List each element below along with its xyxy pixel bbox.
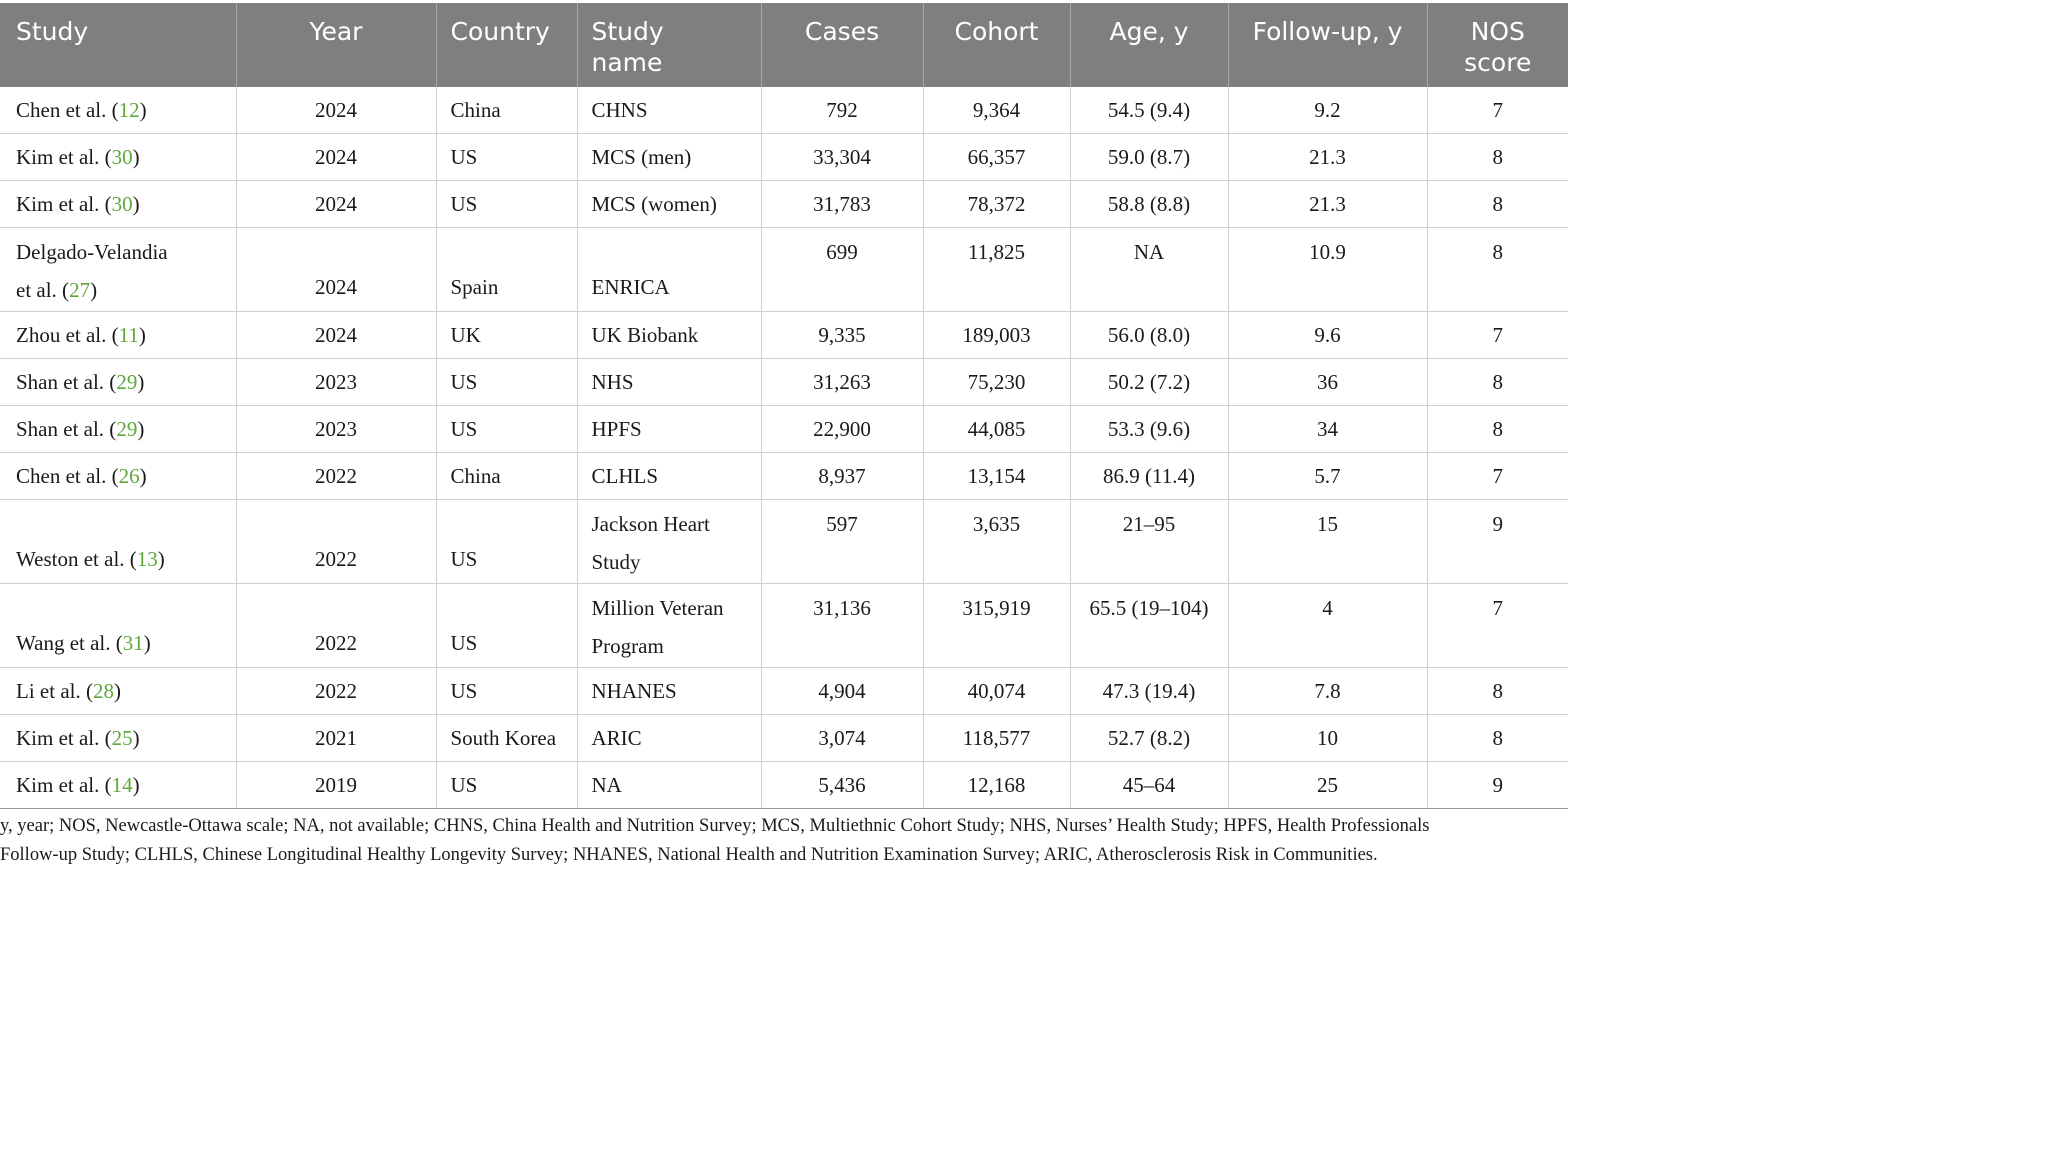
header-cases: Cases — [761, 3, 923, 87]
reference-link[interactable]: 11 — [118, 323, 139, 347]
header-year: Year — [236, 3, 436, 87]
cell-age: 50.2 (7.2) — [1070, 359, 1228, 406]
cell-nos-score: 8 — [1427, 406, 1568, 453]
cell-cases: 31,263 — [761, 359, 923, 406]
cell-age: 52.7 (8.2) — [1070, 715, 1228, 762]
cell-nos-score: 7 — [1427, 584, 1568, 668]
reference-link[interactable]: 31 — [122, 631, 144, 655]
cell-study: Kim et al. (30) — [0, 181, 236, 228]
cell-cohort: 9,364 — [923, 87, 1070, 134]
table-row — [0, 584, 1568, 668]
cell-cases: 792 — [761, 87, 923, 134]
cell-study-name: Million Veteran Program — [577, 584, 761, 668]
cell-age: 65.5 (19–104) — [1070, 584, 1228, 668]
cell-cases: 9,335 — [761, 312, 923, 359]
cell-study-name: ARIC — [577, 715, 761, 762]
cell-year: 2023 — [236, 406, 436, 453]
reference-link[interactable]: 29 — [116, 370, 138, 394]
cell-age: 59.0 (8.7) — [1070, 134, 1228, 181]
cell-study-name: NHANES — [577, 668, 761, 715]
cell-study-name: CHNS — [577, 87, 761, 134]
cell-country: China — [436, 87, 577, 134]
cell-year: 2024 — [236, 134, 436, 181]
table-row — [0, 312, 1568, 359]
table-row — [0, 87, 1568, 134]
cell-cases: 3,074 — [761, 715, 923, 762]
reference-link[interactable]: 27 — [69, 278, 91, 302]
cell-year: 2024 — [236, 181, 436, 228]
cell-country: US — [436, 359, 577, 406]
cell-nos-score: 8 — [1427, 359, 1568, 406]
cell-age: 58.8 (8.8) — [1070, 181, 1228, 228]
table-row — [0, 181, 1568, 228]
cell-follow-up: 21.3 — [1228, 134, 1427, 181]
cell-follow-up: 34 — [1228, 406, 1427, 453]
header-age: Age, y — [1070, 3, 1228, 87]
cell-study-name: MCS (men) — [577, 134, 761, 181]
cell-nos-score: 7 — [1427, 312, 1568, 359]
cell-age: 47.3 (19.4) — [1070, 668, 1228, 715]
cell-cases: 8,937 — [761, 453, 923, 500]
cell-study: Kim et al. (14) — [0, 762, 236, 809]
cell-study: Shan et al. (29) — [0, 359, 236, 406]
cell-country: US — [436, 500, 577, 584]
reference-link[interactable]: 30 — [111, 192, 133, 216]
cell-cohort: 40,074 — [923, 668, 1070, 715]
cell-year: 2022 — [236, 668, 436, 715]
cell-follow-up: 4 — [1228, 584, 1427, 668]
table-footnote: y, year; NOS, Newcastle-Ottawa scale; NA, not available; CHNS, China Health and Nutrition Survey; MCS, Multiethnic Cohort Study; NHS, Nurses’ Health Study; HPFS, Health Professionals Follow-up Study; CLHLS, Chinese Longitudinal Healthy Longevity Survey; NHANES, National Health and Nutrition Examination Survey; ARIC, Atherosclerosis Risk in Communities. — [0, 816, 1430, 865]
cell-follow-up: 9.2 — [1228, 87, 1427, 134]
cell-nos-score: 7 — [1427, 453, 1568, 500]
cell-year: 2024 — [236, 228, 436, 312]
cell-study: Kim et al. (25) — [0, 715, 236, 762]
cell-cohort: 118,577 — [923, 715, 1070, 762]
cell-follow-up: 21.3 — [1228, 181, 1427, 228]
cell-follow-up: 25 — [1228, 762, 1427, 809]
table-header — [0, 3, 1568, 87]
header-country: Country — [436, 3, 577, 87]
reference-link[interactable]: 30 — [111, 145, 133, 169]
cell-follow-up: 10.9 — [1228, 228, 1427, 312]
table-row — [0, 359, 1568, 406]
cell-follow-up: 9.6 — [1228, 312, 1427, 359]
cell-year: 2022 — [236, 584, 436, 668]
table-row — [0, 228, 1568, 312]
cell-nos-score: 9 — [1427, 500, 1568, 584]
cell-cases: 699 — [761, 228, 923, 312]
cell-cohort: 189,003 — [923, 312, 1070, 359]
cell-cohort: 44,085 — [923, 406, 1070, 453]
cell-country: US — [436, 584, 577, 668]
cell-nos-score: 8 — [1427, 181, 1568, 228]
cell-study: Kim et al. (30) — [0, 134, 236, 181]
cell-cases: 5,436 — [761, 762, 923, 809]
cell-nos-score: 9 — [1427, 762, 1568, 809]
table-row — [0, 762, 1568, 809]
cell-follow-up: 15 — [1228, 500, 1427, 584]
cell-nos-score: 8 — [1427, 668, 1568, 715]
header-follow-up: Follow-up, y — [1228, 3, 1427, 87]
table-row — [0, 500, 1568, 584]
cell-study: Chen et al. (26) — [0, 453, 236, 500]
cell-country: China — [436, 453, 577, 500]
cell-cohort: 3,635 — [923, 500, 1070, 584]
table-body — [0, 87, 1568, 809]
cell-cases: 33,304 — [761, 134, 923, 181]
table-row — [0, 715, 1568, 762]
cell-country: South Korea — [436, 715, 577, 762]
cell-study: Shan et al. (29) — [0, 406, 236, 453]
reference-link[interactable]: 25 — [111, 726, 133, 750]
cell-study-name: CLHLS — [577, 453, 761, 500]
cell-cohort: 12,168 — [923, 762, 1070, 809]
header-study: Study — [0, 3, 236, 87]
cell-age: 53.3 (9.6) — [1070, 406, 1228, 453]
cell-cohort: 66,357 — [923, 134, 1070, 181]
table-row — [0, 134, 1568, 181]
cell-study: Zhou et al. (11) — [0, 312, 236, 359]
cell-study: Chen et al. (12) — [0, 87, 236, 134]
cell-country: Spain — [436, 228, 577, 312]
cell-year: 2021 — [236, 715, 436, 762]
header-row — [0, 3, 1568, 87]
cell-country: US — [436, 181, 577, 228]
cell-study: Wang et al. (31) — [0, 584, 236, 668]
table-row — [0, 668, 1568, 715]
cell-country: US — [436, 762, 577, 809]
cell-cases: 4,904 — [761, 668, 923, 715]
cell-cases: 31,136 — [761, 584, 923, 668]
cell-follow-up: 5.7 — [1228, 453, 1427, 500]
reference-link[interactable]: 13 — [136, 547, 158, 571]
cell-year: 2022 — [236, 500, 436, 584]
cell-age: NA — [1070, 228, 1228, 312]
reference-link[interactable]: 26 — [118, 464, 140, 488]
cell-nos-score: 8 — [1427, 715, 1568, 762]
cell-country: US — [436, 668, 577, 715]
cell-study-name: UK Biobank — [577, 312, 761, 359]
cell-follow-up: 7.8 — [1228, 668, 1427, 715]
cell-year: 2024 — [236, 87, 436, 134]
cell-study-name: MCS (women) — [577, 181, 761, 228]
reference-link[interactable]: 14 — [111, 773, 133, 797]
cell-study-name: NA — [577, 762, 761, 809]
cell-cases: 597 — [761, 500, 923, 584]
cell-study: Weston et al. (13) — [0, 500, 236, 584]
header-cohort: Cohort — [923, 3, 1070, 87]
table-row — [0, 453, 1568, 500]
reference-link[interactable]: 12 — [118, 98, 140, 122]
cell-nos-score: 8 — [1427, 228, 1568, 312]
header-nos-score: NOS score — [1464, 17, 1532, 77]
cell-cases: 22,900 — [761, 406, 923, 453]
study-characteristics-table — [0, 3, 1568, 809]
cell-follow-up: 36 — [1228, 359, 1427, 406]
header-study-name: Study name — [577, 3, 761, 87]
cell-year: 2019 — [236, 762, 436, 809]
cell-study: Li et al. (28) — [0, 668, 236, 715]
table-row — [0, 406, 1568, 453]
cell-study: Delgado-Velandia et al. (27) — [0, 228, 236, 312]
cell-age: 45–64 — [1070, 762, 1228, 809]
cell-country: US — [436, 406, 577, 453]
cell-age: 54.5 (9.4) — [1070, 87, 1228, 134]
cell-country: UK — [436, 312, 577, 359]
reference-link[interactable]: 28 — [92, 679, 114, 703]
cell-cases: 31,783 — [761, 181, 923, 228]
cell-study-name: NHS — [577, 359, 761, 406]
cell-year: 2023 — [236, 359, 436, 406]
cell-study-name: Jackson Heart Study — [577, 500, 761, 584]
cell-study-name: ENRICA — [577, 228, 761, 312]
cell-cohort: 11,825 — [923, 228, 1070, 312]
cell-country: US — [436, 134, 577, 181]
cell-age: 86.9 (11.4) — [1070, 453, 1228, 500]
cell-study-name: HPFS — [577, 406, 761, 453]
cell-cohort: 78,372 — [923, 181, 1070, 228]
reference-link[interactable]: 29 — [116, 417, 138, 441]
cell-age: 56.0 (8.0) — [1070, 312, 1228, 359]
cell-year: 2024 — [236, 312, 436, 359]
cell-follow-up: 10 — [1228, 715, 1427, 762]
cell-nos-score: 7 — [1427, 87, 1568, 134]
cell-age: 21–95 — [1070, 500, 1228, 584]
cell-cohort: 13,154 — [923, 453, 1070, 500]
cell-year: 2022 — [236, 453, 436, 500]
cell-cohort: 75,230 — [923, 359, 1070, 406]
cell-cohort: 315,919 — [923, 584, 1070, 668]
cell-nos-score: 8 — [1427, 134, 1568, 181]
